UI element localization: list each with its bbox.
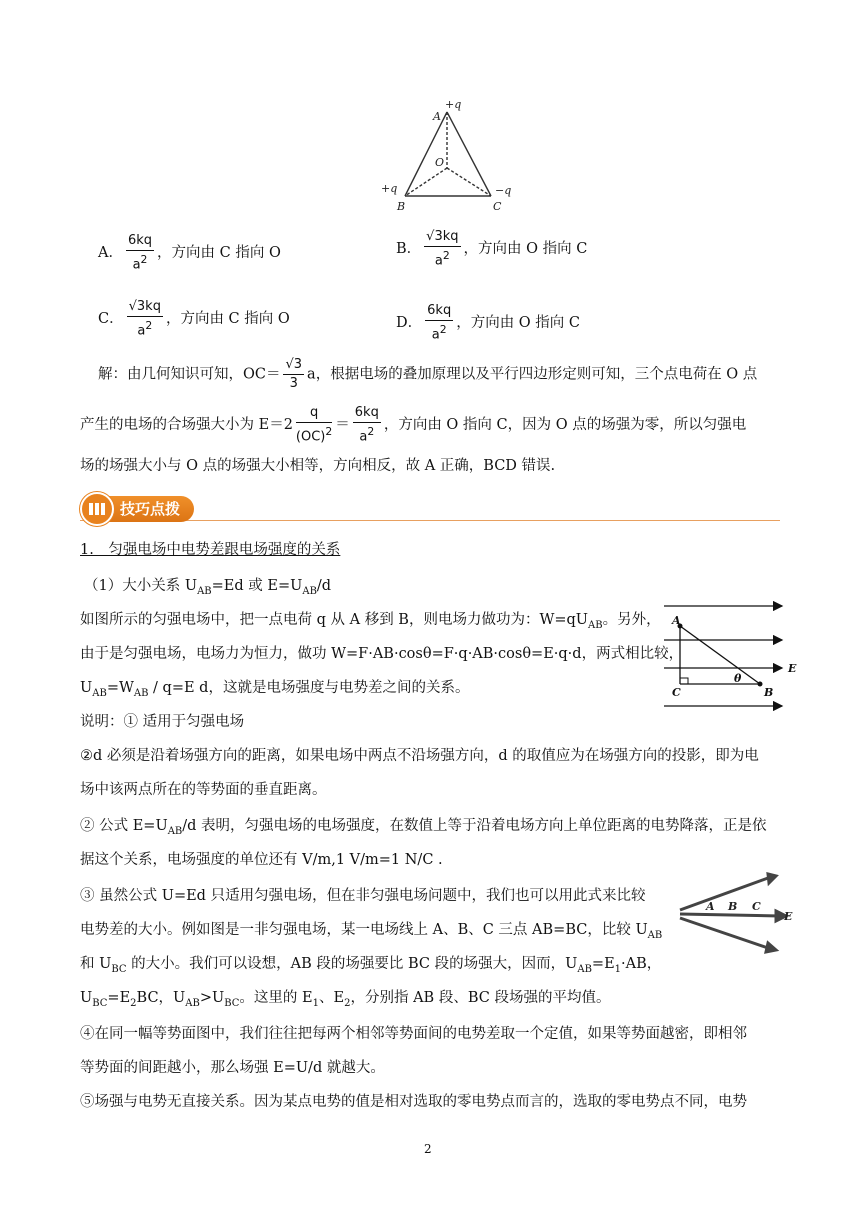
fig3-label-e: E	[784, 910, 793, 923]
note-4-line-1: ③ 虽然公式 U=Ed 只适用匀强电场，但在非匀强电场问题中，我们也可以用此式来比较	[80, 888, 646, 904]
fig2-label-theta: θ	[734, 672, 742, 685]
note-6-line-1: ⑤场强与电势无直接关系。因为某点电势的值是相对选取的零电势点而言的，选取的零电势点不同，电势	[80, 1094, 747, 1110]
note-2-line-1: ②d 必须是沿着场强方向的距离，如果电场中两点不沿场强方向，d 的取值应为在场强方向的投影，即为电	[80, 748, 759, 764]
label-o: O	[435, 156, 445, 169]
note-5-line-2: 等势面的间距越小，那么场强 E=U/d 就越大。	[80, 1060, 385, 1076]
charge-c: −q	[495, 184, 512, 197]
paragraph-work-3: $U_{AB}=W_{AB} / q=E$ d，这就是电场强度与电势差之间的关系。	[80, 680, 470, 699]
section-heading: 1. 匀强电场中电势差跟电场强度的关系	[80, 542, 341, 558]
option-c: C． $\frac{√3kq}{a^2}$ ，方向由 C 指向 O	[98, 299, 290, 339]
uniform-field-figure	[660, 596, 800, 714]
option-a: A． $\frac{6kq}{a^2}$ ，方向由 C 指向 O	[98, 233, 281, 273]
label-b: B	[397, 200, 406, 213]
solution-line-3: 场的场强大小与 O 点的场强大小相等，方向相反，故 A 正确，BCD 错误.	[80, 458, 556, 474]
triangle-charge-figure	[373, 98, 523, 216]
banner-label: 技巧点拨	[102, 496, 194, 522]
tips-banner	[80, 492, 194, 526]
nonuniform-field-figure	[676, 872, 798, 954]
note-2-line-2: 场中该两点所在的等势面的垂直距离。	[80, 782, 327, 798]
edge-ab	[405, 112, 447, 196]
edge-ac	[447, 112, 491, 196]
note-3-line-2: 据这个关系，电场强度的单位还有 V/m,1 V/m=1 N/C .	[80, 852, 443, 868]
segment-ab	[680, 626, 760, 684]
page-number: 2	[424, 1142, 432, 1156]
book-icon	[80, 492, 114, 526]
charge-a: +q	[445, 98, 462, 111]
fig2-label-e: E	[788, 662, 797, 675]
field-line-lower	[680, 918, 768, 948]
solution-line-1: 解：由几何知识可知，OC＝ $\frac{√3}{3}$ a，根据电场的叠加原理以及平行四边形定则可知，三个点电荷在 O 点	[98, 357, 758, 391]
fig2-label-c: C	[672, 686, 681, 699]
paragraph-work-2: 由于是匀强电场，电场力为恒力，做功 W=F·AB·cosθ=F·q·AB·cosθ=E·q·d，两式相比较，	[80, 646, 684, 662]
fig2-label-a: A	[672, 614, 681, 627]
paragraph-magnitude: （1）大小关系 $U_{AB}=Ed$ 或 $E=U_{AB}/d$	[84, 578, 332, 597]
fig2-label-b: B	[764, 686, 774, 699]
note-5-line-1: ④在同一幅等势面图中，我们往往把每两个相邻等势面间的电势差取一个定值，如果等势面越密，即相邻	[80, 1026, 747, 1042]
charge-b: +q	[381, 182, 398, 195]
option-d: D． $\frac{6kq}{a^2}$ ，方向由 O 指向 C	[396, 303, 581, 343]
field-line-middle	[680, 914, 780, 916]
fig3-label-a: A	[706, 900, 715, 913]
note-4-line-3: 和 $U_{BC}$ 的大小。我们可以设想，AB 段的场强要比 BC 段的场强大，因而，$U_{AB}=E_1\cdot AB$，	[80, 956, 662, 975]
fig3-label-c: C	[752, 900, 761, 913]
note-3-line-1: ② 公式 $E=U_{AB}/d$ 表明，匀强电场的电场强度，在数值上等于沿着电场方向上单位距离的电势降落，正是依	[80, 818, 767, 837]
label-a: A	[433, 110, 441, 123]
note-4-line-4: $U_{BC}=E_2BC$，$U_{AB}>U_{BC}$。这里的 $E_1$、$E_2$，分别指 AB 段、BC 段场强的平均值。	[80, 990, 611, 1009]
label-c: C	[493, 200, 502, 213]
solution-line-2: 产生的电场的合场强大小为 E＝2 $\frac{q}{(OC)^2}$ ＝ $\frac{6kq}{a^2}$ ，方向由 O 指向 C，因为 O 点的场强为零，所以匀强电	[80, 405, 747, 445]
note-1: 说明：① 适用于匀强电场	[80, 714, 245, 730]
option-b: B． $\frac{√3kq}{a^2}$ ，方向由 O 指向 C	[396, 229, 588, 269]
fig3-label-b: B	[728, 900, 738, 913]
paragraph-work-1: 如图所示的匀强电场中，把一点电荷 q 从 A 移到 B，则电场力做功为：$W=qU_{AB}$。另外，	[80, 612, 661, 631]
note-4-line-2: 电势差的大小。例如图是一非匀强电场，某一电场线上 A、B、C 三点 AB=BC，比较 $U_{AB}$	[80, 922, 663, 941]
